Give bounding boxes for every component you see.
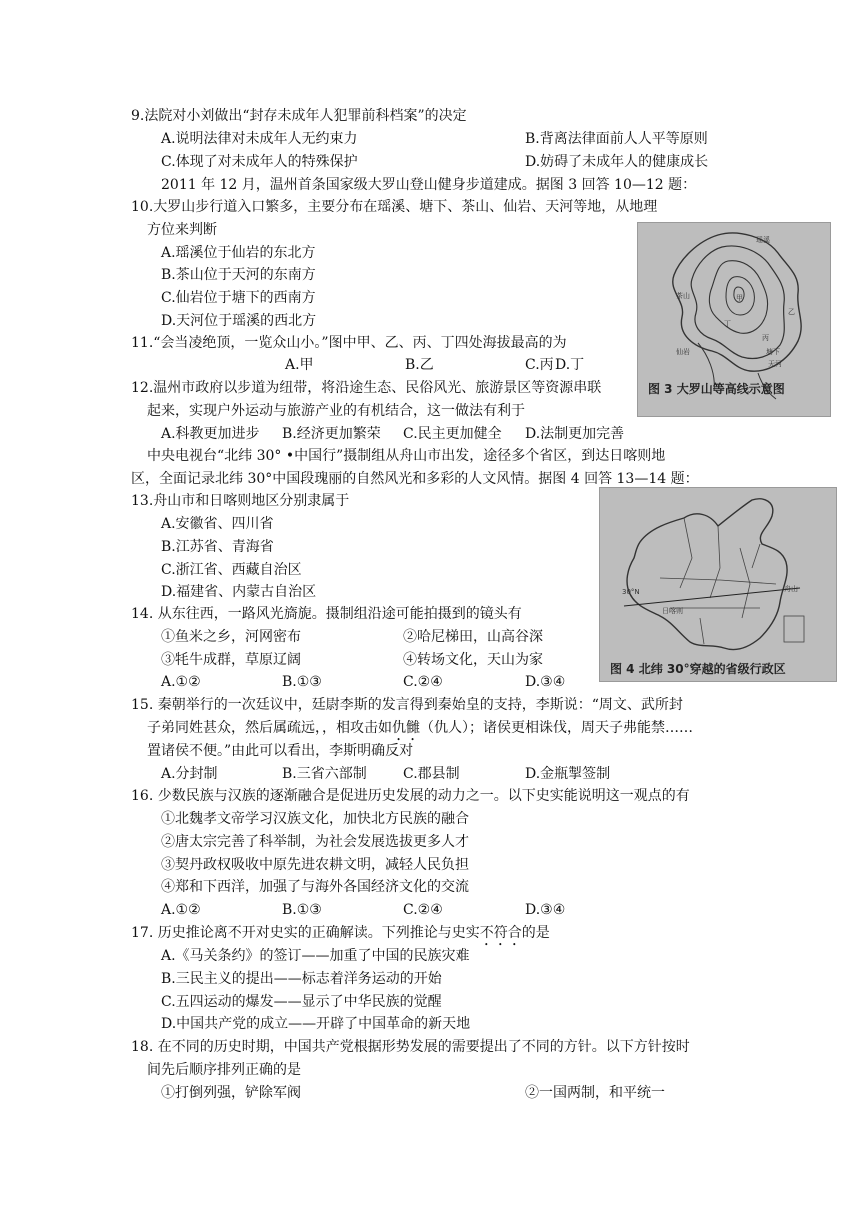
figure-4-caption: 图 4 北纬 30°穿越的省级行政区 (610, 662, 786, 676)
q15-stem-3: 置诸侯不便。”由此可以看出，李斯明确反对 (147, 743, 414, 759)
q17-stem-a: 17. 历史推论离不开对史实的正确解读。下列推论与史实 (131, 925, 480, 941)
q16-statement-4: ④郑和下西洋，加强了与海外各国经济文化的交流 (161, 879, 469, 895)
q10-option-c: C.仙岩位于塘下的西南方 (161, 290, 316, 306)
q15-stem-2-a: 子弟同姓甚众，然后属疏远，，相攻击如 (147, 720, 392, 736)
q15-emphasis-word: 仇雠 (392, 720, 420, 736)
q9-option-a: A.说明法律对未成年人无约束力 (161, 131, 358, 147)
q12-option-b: B.经济更加繁荣 (282, 426, 381, 442)
q11-stem: 11.“会当凌绝顶，一览众山小。”图中甲、乙、丙、丁四处海拔最高的为 (131, 335, 567, 351)
q9-option-c: C.体现了对未成年人的特殊保护 (161, 154, 358, 170)
label-rikaze: 日喀则 (662, 607, 683, 615)
q14-option-b: B.①③ (282, 674, 322, 690)
q17-stem-b: 的是 (521, 925, 550, 941)
q12-option-a: A.科教更加进步 (161, 426, 260, 442)
q11-option-d: D.丁 (555, 357, 585, 373)
q12-option-d: D.法制更加完善 (525, 426, 625, 442)
q17-option-b: B.三民主义的提出——标志着洋务运动的开始 (161, 971, 442, 987)
q12-stem-2: 起来，实现户外运动与旅游产业的有机结合，这一做法有利于 (147, 403, 525, 419)
q15-stem-1: 15. 秦朝举行的一次廷议中，廷尉李斯的发言得到秦始皇的支持，李斯说：“周文、武所封 (131, 697, 683, 713)
label-yi: 乙 (788, 308, 795, 316)
q16-statement-1: ①北魏孝文帝学习汉族文化，加快北方民族的融合 (161, 811, 469, 827)
label-chashan: 茶山 (676, 292, 690, 300)
q16-stem: 16. 少数民族与汉族的逐渐融合是促进历史发展的动力之一。以下史实能说明这一观点的有 (131, 788, 690, 804)
china-province-outline-graphic (600, 488, 836, 681)
q15-option-b: B.三省六部制 (282, 766, 367, 782)
q14-statement-1: ①鱼米之乡，河网密布 (161, 629, 301, 645)
q16-option-d: D.③④ (525, 902, 566, 918)
label-ding: 丁 (724, 320, 731, 328)
q13-option-d: D.福建省、内蒙古自治区 (161, 584, 317, 600)
q16-statement-2: ②唐太宗完善了科举制，为社会发展选拔更多人才 (161, 834, 469, 850)
q9-option-b: B.背离法律面前人人平等原则 (525, 131, 708, 147)
q9-option-d: D.妨碍了未成年人的健康成长 (525, 154, 709, 170)
q10-option-a: A.瑶溪位于仙岩的东北方 (161, 245, 316, 261)
q10-stem-1: 10.大罗山步行道入口繁多，主要分布在瑶溪、塘下、茶山、仙岩、天河等地，从地理 (131, 199, 658, 215)
label-bing: 丙 (762, 334, 769, 342)
label-jia: 甲 (736, 294, 743, 302)
q15-option-a: A.分封制 (161, 766, 218, 782)
label-30n: 30°N (622, 588, 640, 596)
q9-stem: 9.法院对小刘做出“封存未成年人犯罪前科档案”的决定 (131, 108, 467, 124)
intro-10-12: 2011 年 12 月，温州首条国家级大罗山登山健身步道建成。据图 3 回答 10—12 题： (161, 177, 697, 193)
q14-option-c: C.②④ (403, 674, 443, 690)
q12-option-c: C.民主更加健全 (403, 426, 502, 442)
label-xianyan: 仙岩 (676, 348, 690, 356)
q17-option-c: C.五四运动的爆发——显示了中华民族的觉醒 (161, 994, 442, 1010)
intro-13-14-line-1: 中央电视台“北纬 30° •中国行”摄制组从舟山市出发，途径多个省区，到达日喀则地 (147, 448, 666, 464)
q15-stem-2-b: （仇人）；诸侯更相诛伐，周天子弗能禁…… (420, 720, 693, 736)
q11-option-c: C.丙 (525, 357, 554, 373)
q14-statement-2: ②哈尼梯田，山高谷深 (403, 629, 543, 645)
q15-option-d: D.金瓶掣签制 (525, 766, 611, 782)
q11-option-a: A.甲 (285, 357, 314, 373)
q18-statement-1: ①打倒列强，铲除军阀 (161, 1085, 301, 1101)
q18-statement-2: ②一国两制，和平统一 (525, 1085, 665, 1101)
figure-3-contour-map (637, 222, 831, 417)
q18-stem-2: 间先后顺序排列正确的是 (147, 1062, 301, 1078)
q16-option-b: B.①③ (282, 902, 322, 918)
label-zhoushan: 舟山 (784, 585, 798, 593)
q14-option-d: D.③④ (525, 674, 566, 690)
q15-option-c: C.郡县制 (403, 766, 460, 782)
label-tangxia: 塘下 (766, 348, 780, 356)
q17-option-a: A.《马关条约》的签订——加重了中国的民族灾难 (161, 948, 470, 964)
q13-option-b: B.江苏省、青海省 (161, 539, 274, 555)
q17-emphasis-word: 不符合 (479, 925, 522, 941)
q16-statement-3: ③契丹政权吸收中原先进农耕文明，减轻人民负担 (161, 857, 469, 873)
label-tianhe: 天河 (768, 360, 782, 368)
figure-4-china-map (599, 487, 837, 682)
q14-stem: 14. 从东往西，一路风光旖旎。摄制组沿途可能拍摄到的镜头有 (131, 606, 522, 622)
q16-option-a: A.①② (161, 902, 201, 918)
q16-option-c: C.②④ (403, 902, 443, 918)
q13-stem: 13.舟山市和日喀则地区分别隶属于 (131, 493, 350, 509)
figure-3-caption: 图 3 大罗山等高线示意图 (648, 382, 785, 396)
q14-statement-4: ④转场文化，天山为家 (403, 652, 543, 668)
q12-stem-1: 12.温州市政府以步道为纽带，将沿途生态、民俗风光、旅游景区等资源串联 (131, 380, 602, 396)
intro-13-14-line-2: 区，全面记录北纬 30°中国段瑰丽的自然风光和多彩的人文风情。据图 4 回答 13—14 题： (131, 471, 699, 487)
q14-statement-3: ③牦牛成群，草原辽阔 (161, 652, 301, 668)
q10-option-b: B.茶山位于天河的东南方 (161, 267, 316, 283)
q10-stem-2: 方位来判断 (147, 222, 217, 238)
q13-option-c: C.浙江省、西藏自治区 (161, 562, 302, 578)
q13-option-a: A.安徽省、四川省 (161, 516, 274, 532)
q14-option-a: A.①② (161, 674, 201, 690)
label-yaoxi: 瑶溪 (756, 236, 770, 244)
q11-option-b: B.乙 (405, 357, 434, 373)
q18-stem-1: 18. 在不同的历史时期，中国共产党根据形势发展的需要提出了不同的方针。以下方针按时 (131, 1039, 690, 1055)
q10-option-d: D.天河位于瑶溪的西北方 (161, 313, 317, 329)
q17-option-d: D.中国共产党的成立——开辟了中国革命的新天地 (161, 1016, 471, 1032)
